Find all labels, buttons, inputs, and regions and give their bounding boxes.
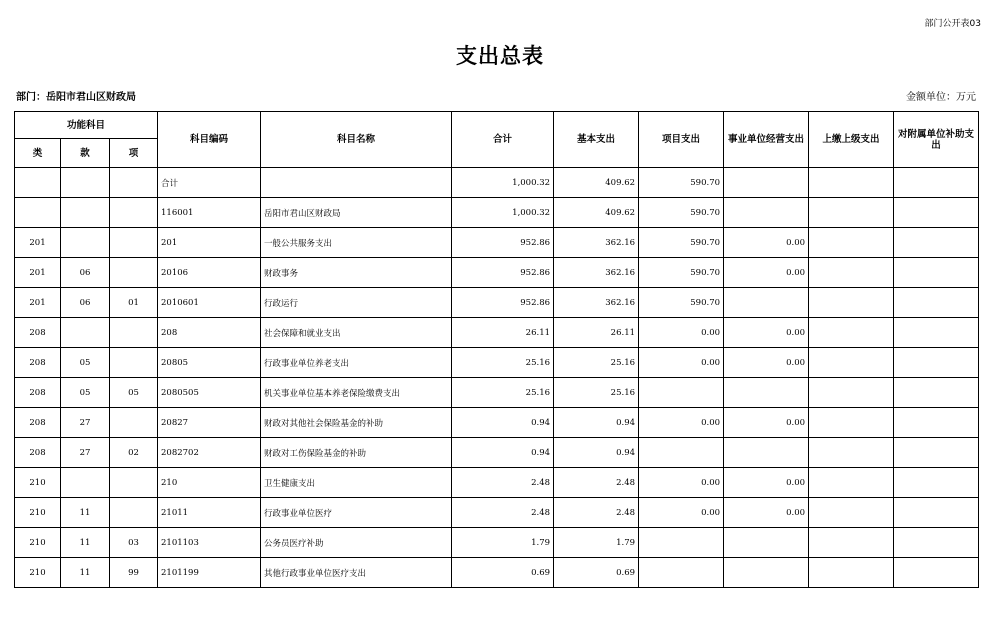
cell-total: 2.48 xyxy=(452,468,554,498)
cell-remit xyxy=(809,318,894,348)
cell-business xyxy=(724,168,809,198)
cell-kuan xyxy=(61,228,110,258)
cell-xiang xyxy=(110,468,158,498)
cell-total: 25.16 xyxy=(452,378,554,408)
cell-xiang xyxy=(110,258,158,288)
cell-code: 2101103 xyxy=(158,528,261,558)
cell-lei: 208 xyxy=(15,438,61,468)
cell-lei: 201 xyxy=(15,228,61,258)
cell-subsidy xyxy=(894,528,979,558)
cell-name: 机关事业单位基本养老保险缴费支出 xyxy=(261,378,452,408)
cell-business: 0.00 xyxy=(724,228,809,258)
cell-lei: 208 xyxy=(15,378,61,408)
cell-kuan xyxy=(61,168,110,198)
table-body xyxy=(15,168,979,588)
cell-business xyxy=(724,438,809,468)
cell-lei: 201 xyxy=(15,288,61,318)
cell-name: 财政事务 xyxy=(261,258,452,288)
cell-project xyxy=(639,558,724,588)
header-name: 科目名称 xyxy=(261,112,452,168)
cell-name: 财政对其他社会保险基金的补助 xyxy=(261,408,452,438)
cell-project xyxy=(639,438,724,468)
cell-xiang xyxy=(110,348,158,378)
cell-basic: 2.48 xyxy=(554,498,639,528)
table-row xyxy=(15,288,979,318)
cell-name: 岳阳市君山区财政局 xyxy=(261,198,452,228)
cell-basic: 362.16 xyxy=(554,228,639,258)
cell-remit xyxy=(809,168,894,198)
cell-code: 201 xyxy=(158,228,261,258)
cell-project: 590.70 xyxy=(639,228,724,258)
cell-code: 116001 xyxy=(158,198,261,228)
header-func-subject: 功能科目 xyxy=(15,112,158,139)
cell-basic: 0.94 xyxy=(554,438,639,468)
cell-lei: 210 xyxy=(15,468,61,498)
cell-total: 952.86 xyxy=(452,288,554,318)
cell-xiang xyxy=(110,408,158,438)
cell-xiang: 02 xyxy=(110,438,158,468)
form-code: 部门公开表03 xyxy=(924,19,981,29)
cell-code: 20106 xyxy=(158,258,261,288)
table-row xyxy=(15,468,979,498)
cell-code: 21011 xyxy=(158,498,261,528)
cell-xiang xyxy=(110,168,158,198)
cell-remit xyxy=(809,438,894,468)
cell-remit xyxy=(809,228,894,258)
cell-remit xyxy=(809,288,894,318)
cell-basic: 362.16 xyxy=(554,288,639,318)
cell-subsidy xyxy=(894,198,979,228)
table-row xyxy=(15,528,979,558)
cell-project: 590.70 xyxy=(639,168,724,198)
cell-lei: 210 xyxy=(15,528,61,558)
cell-total: 25.16 xyxy=(452,348,554,378)
cell-project xyxy=(639,528,724,558)
cell-basic: 409.62 xyxy=(554,198,639,228)
cell-project: 590.70 xyxy=(639,288,724,318)
cell-total: 952.86 xyxy=(452,258,554,288)
cell-business xyxy=(724,288,809,318)
cell-basic: 0.69 xyxy=(554,558,639,588)
cell-name xyxy=(261,168,452,198)
cell-total: 26.11 xyxy=(452,318,554,348)
cell-project: 0.00 xyxy=(639,468,724,498)
cell-kuan: 27 xyxy=(61,408,110,438)
table-row xyxy=(15,258,979,288)
table-row xyxy=(15,318,979,348)
table-row xyxy=(15,438,979,468)
table-row xyxy=(15,348,979,378)
header-lei: 类 xyxy=(15,139,61,168)
header-subsidy: 对附属单位补助支出 xyxy=(894,112,979,168)
cell-code: 2082702 xyxy=(158,438,261,468)
header-total: 合计 xyxy=(452,112,554,168)
cell-remit xyxy=(809,528,894,558)
cell-lei xyxy=(15,168,61,198)
cell-project: 0.00 xyxy=(639,498,724,528)
cell-subsidy xyxy=(894,258,979,288)
cell-xiang xyxy=(110,498,158,528)
cell-xiang: 99 xyxy=(110,558,158,588)
header-row-1 xyxy=(15,112,979,139)
header-business: 事业单位经营支出 xyxy=(724,112,809,168)
cell-name: 其他行政事业单位医疗支出 xyxy=(261,558,452,588)
cell-lei: 208 xyxy=(15,408,61,438)
cell-kuan: 06 xyxy=(61,258,110,288)
cell-name: 财政对工伤保险基金的补助 xyxy=(261,438,452,468)
header-code: 科目编码 xyxy=(158,112,261,168)
cell-project: 590.70 xyxy=(639,198,724,228)
cell-kuan: 05 xyxy=(61,348,110,378)
cell-kuan: 05 xyxy=(61,378,110,408)
cell-subsidy xyxy=(894,348,979,378)
cell-subsidy xyxy=(894,438,979,468)
cell-code: 2080505 xyxy=(158,378,261,408)
cell-subsidy xyxy=(894,378,979,408)
cell-business xyxy=(724,198,809,228)
table-row xyxy=(15,378,979,408)
cell-business: 0.00 xyxy=(724,468,809,498)
cell-lei: 210 xyxy=(15,498,61,528)
cell-code: 20827 xyxy=(158,408,261,438)
cell-code: 2101199 xyxy=(158,558,261,588)
cell-lei xyxy=(15,198,61,228)
cell-subsidy xyxy=(894,408,979,438)
cell-subsidy xyxy=(894,468,979,498)
cell-project: 0.00 xyxy=(639,318,724,348)
cell-code: 208 xyxy=(158,318,261,348)
cell-business: 0.00 xyxy=(724,348,809,378)
cell-business xyxy=(724,558,809,588)
expenditure-table xyxy=(14,111,979,588)
cell-kuan: 06 xyxy=(61,288,110,318)
cell-subsidy xyxy=(894,288,979,318)
cell-remit xyxy=(809,348,894,378)
cell-remit xyxy=(809,558,894,588)
cell-project xyxy=(639,378,724,408)
cell-basic: 362.16 xyxy=(554,258,639,288)
cell-kuan: 11 xyxy=(61,558,110,588)
cell-kuan: 11 xyxy=(61,528,110,558)
header-kuan: 款 xyxy=(61,139,110,168)
cell-lei: 210 xyxy=(15,558,61,588)
cell-business: 0.00 xyxy=(724,498,809,528)
cell-xiang xyxy=(110,198,158,228)
header-xiang: 项 xyxy=(110,139,158,168)
cell-subsidy xyxy=(894,318,979,348)
table-row xyxy=(15,228,979,258)
cell-project: 0.00 xyxy=(639,348,724,378)
cell-kuan xyxy=(61,198,110,228)
cell-remit xyxy=(809,198,894,228)
cell-code: 210 xyxy=(158,468,261,498)
cell-subsidy xyxy=(894,168,979,198)
cell-name: 行政事业单位医疗 xyxy=(261,498,452,528)
cell-total: 1,000.32 xyxy=(452,198,554,228)
cell-basic: 2.48 xyxy=(554,468,639,498)
cell-subsidy xyxy=(894,558,979,588)
cell-basic: 409.62 xyxy=(554,168,639,198)
cell-remit xyxy=(809,408,894,438)
header-project: 项目支出 xyxy=(639,112,724,168)
cell-remit xyxy=(809,258,894,288)
cell-name: 公务员医疗补助 xyxy=(261,528,452,558)
cell-subsidy xyxy=(894,498,979,528)
cell-remit xyxy=(809,378,894,408)
header-basic: 基本支出 xyxy=(554,112,639,168)
table-row xyxy=(15,168,979,198)
cell-lei: 208 xyxy=(15,348,61,378)
page-title: 支出总表 xyxy=(456,44,544,68)
cell-name: 一般公共服务支出 xyxy=(261,228,452,258)
cell-basic: 1.79 xyxy=(554,528,639,558)
cell-basic: 25.16 xyxy=(554,378,639,408)
cell-xiang: 01 xyxy=(110,288,158,318)
cell-xiang xyxy=(110,318,158,348)
cell-kuan xyxy=(61,468,110,498)
table-row xyxy=(15,498,979,528)
cell-name: 社会保障和就业支出 xyxy=(261,318,452,348)
table-row xyxy=(15,408,979,438)
cell-total: 952.86 xyxy=(452,228,554,258)
cell-kuan: 11 xyxy=(61,498,110,528)
cell-lei: 201 xyxy=(15,258,61,288)
cell-total: 2.48 xyxy=(452,498,554,528)
cell-total: 1.79 xyxy=(452,528,554,558)
cell-basic: 26.11 xyxy=(554,318,639,348)
department-label: 部门：岳阳市君山区财政局 xyxy=(16,92,136,103)
cell-business: 0.00 xyxy=(724,408,809,438)
cell-business xyxy=(724,378,809,408)
cell-kuan xyxy=(61,318,110,348)
header-remit: 上缴上级支出 xyxy=(809,112,894,168)
cell-name: 卫生健康支出 xyxy=(261,468,452,498)
cell-xiang xyxy=(110,228,158,258)
table-row xyxy=(15,198,979,228)
cell-total: 0.69 xyxy=(452,558,554,588)
cell-business: 0.00 xyxy=(724,318,809,348)
cell-basic: 25.16 xyxy=(554,348,639,378)
cell-kuan: 27 xyxy=(61,438,110,468)
cell-project: 590.70 xyxy=(639,258,724,288)
cell-xiang: 03 xyxy=(110,528,158,558)
cell-total: 1,000.32 xyxy=(452,168,554,198)
cell-basic: 0.94 xyxy=(554,408,639,438)
cell-subsidy xyxy=(894,228,979,258)
cell-lei: 208 xyxy=(15,318,61,348)
amount-unit-label: 金额单位：万元 xyxy=(906,92,976,103)
cell-name: 行政运行 xyxy=(261,288,452,318)
cell-remit xyxy=(809,468,894,498)
cell-code: 20805 xyxy=(158,348,261,378)
cell-remit xyxy=(809,498,894,528)
table-row xyxy=(15,558,979,588)
cell-code: 2010601 xyxy=(158,288,261,318)
cell-project: 0.00 xyxy=(639,408,724,438)
cell-business: 0.00 xyxy=(724,258,809,288)
cell-total: 0.94 xyxy=(452,408,554,438)
cell-code: 合计 xyxy=(158,168,261,198)
cell-total: 0.94 xyxy=(452,438,554,468)
cell-xiang: 05 xyxy=(110,378,158,408)
cell-business xyxy=(724,528,809,558)
cell-name: 行政事业单位养老支出 xyxy=(261,348,452,378)
